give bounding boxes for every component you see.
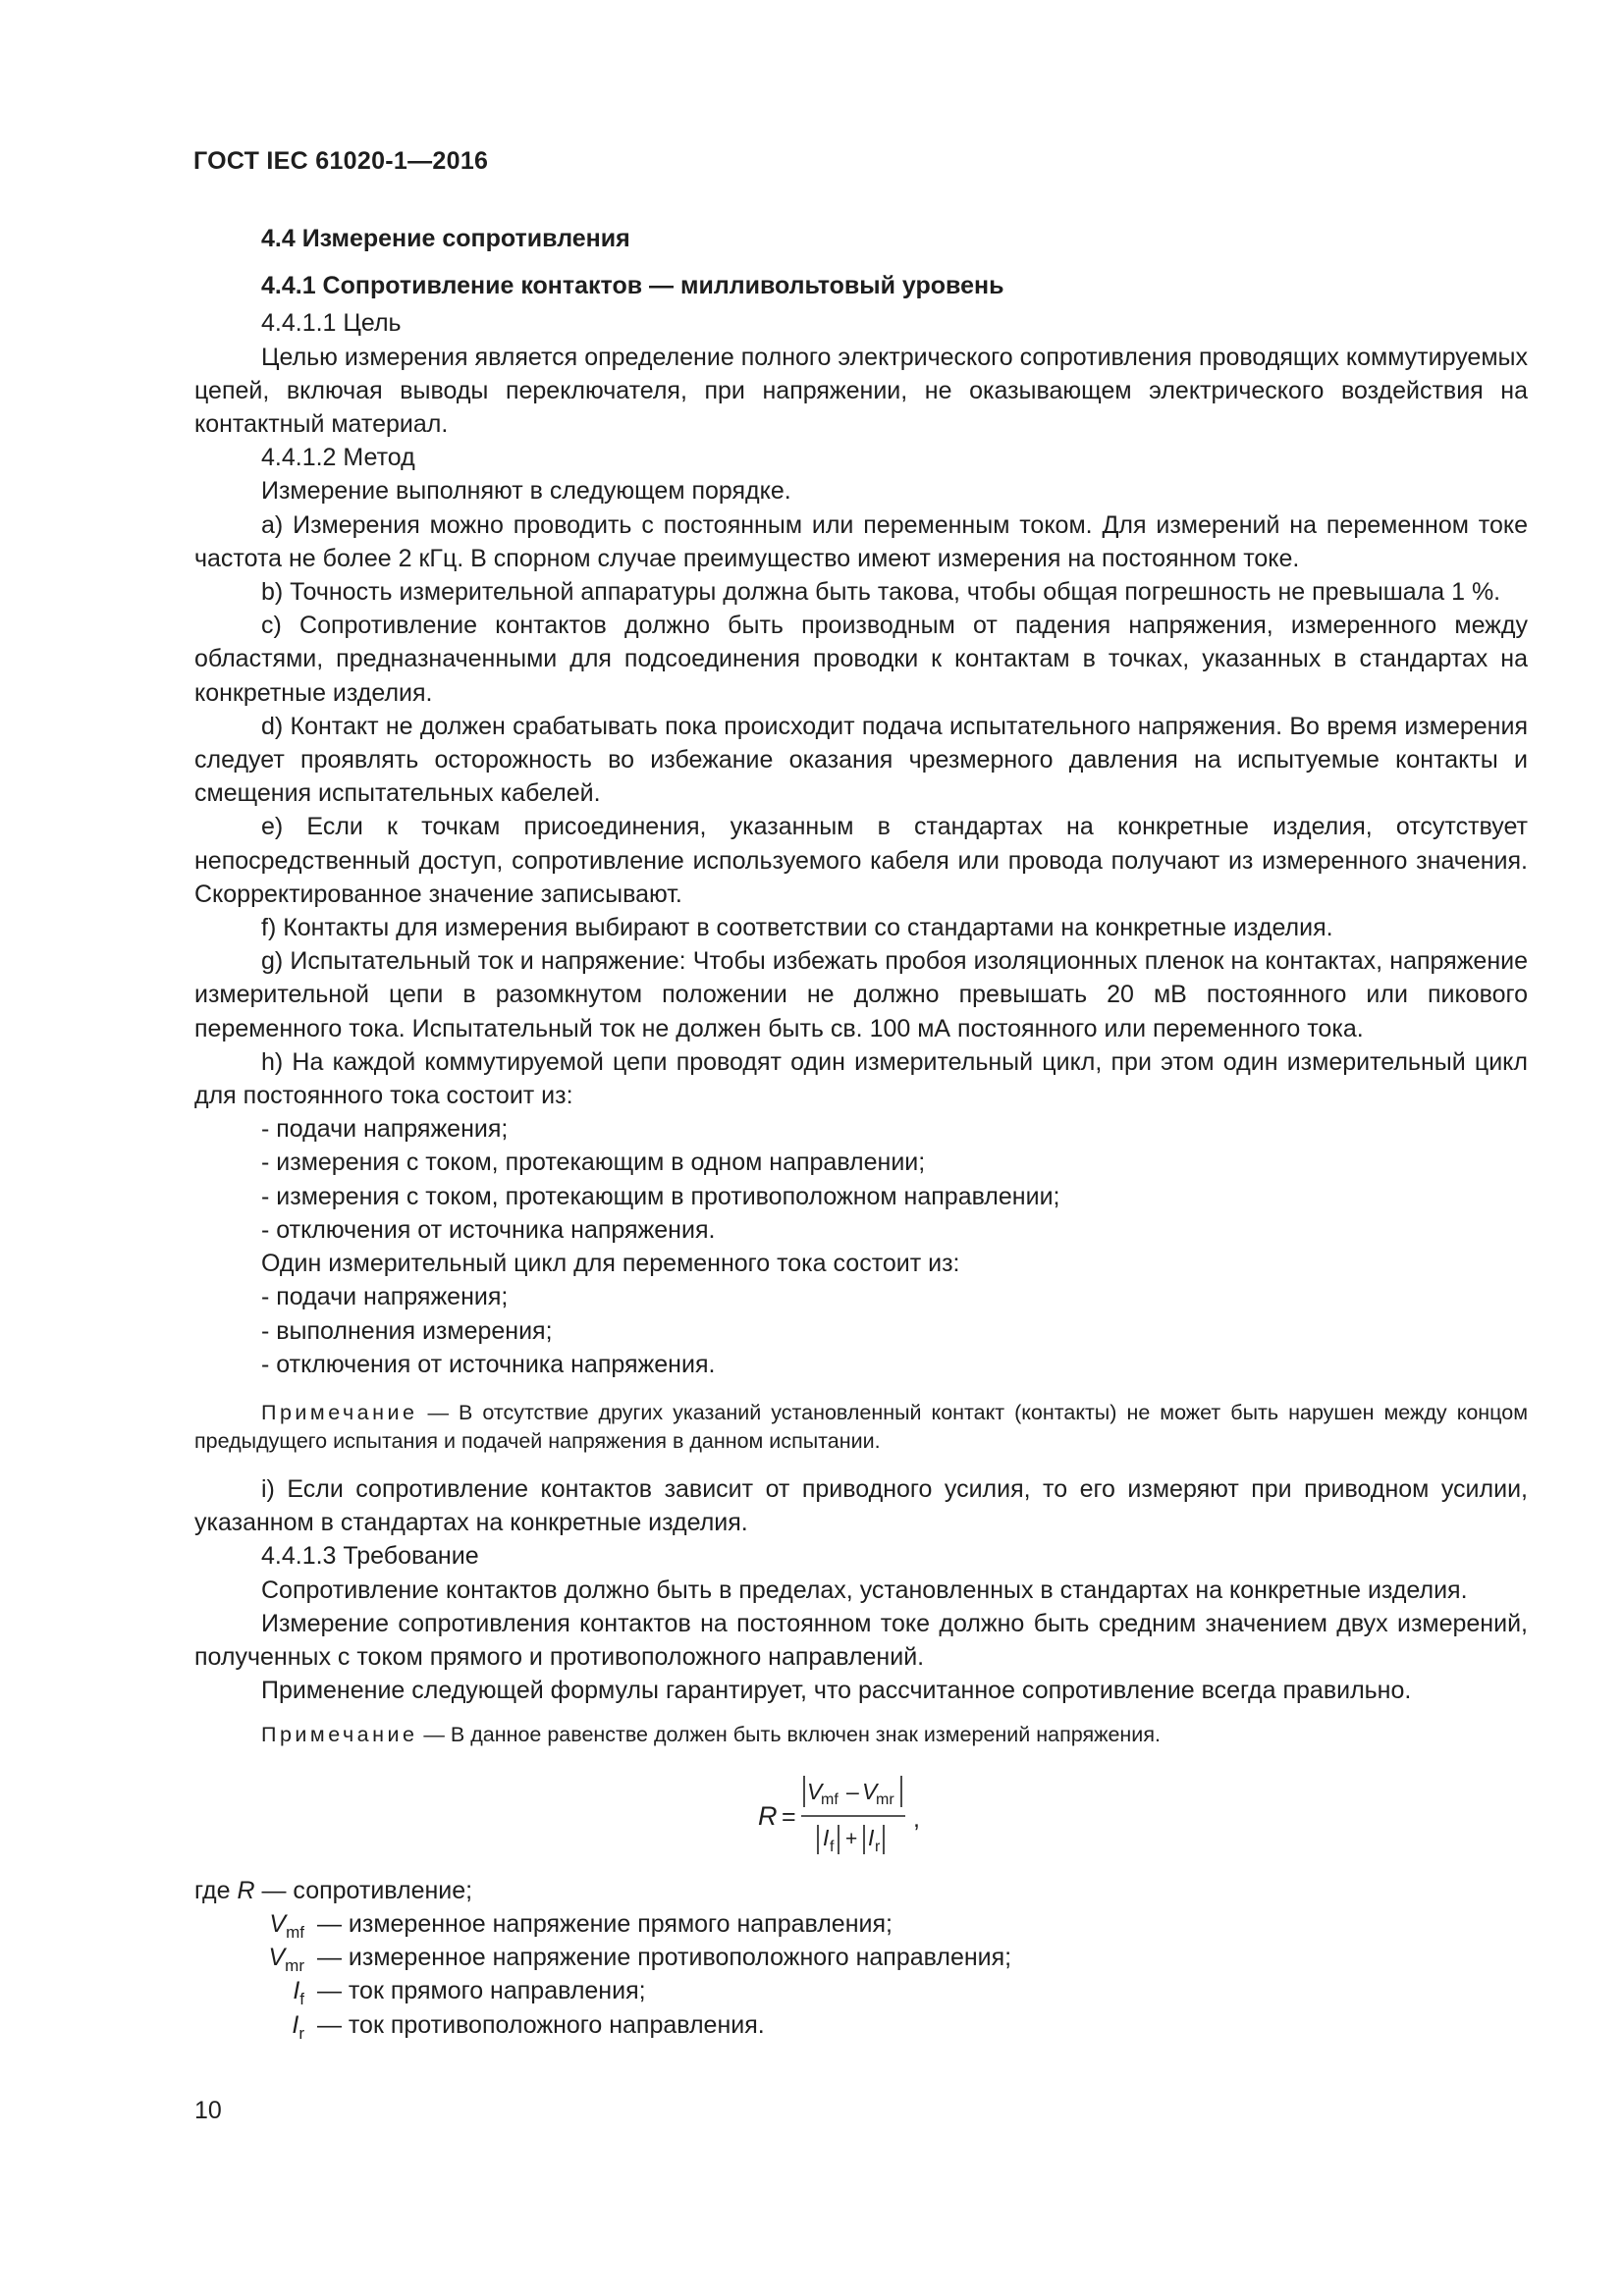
definition-row-r: [194, 1874, 1528, 1907]
section-title: 4.4 Измерение сопротивления: [261, 225, 630, 252]
method-item-f: f) Контакты для измерения выбирают в соответствии со стандартами на конкретные изделия.: [261, 914, 1333, 942]
denominator-plus: +: [845, 1827, 858, 1850]
note-1-label: Примечание: [261, 1400, 418, 1424]
numerator-minus: –: [846, 1778, 859, 1804]
denominator-i2: I: [868, 1824, 875, 1850]
ac-step: - подачи напряжения;: [261, 1283, 509, 1311]
definition-text: — измеренное напряжение противоположного направления;: [310, 1944, 1012, 1972]
definition-symbol: R: [237, 1876, 255, 1904]
formula-lhs: R: [758, 1800, 778, 1831]
method-item-e: e) Если к точкам присоединения, указанным в стандартах на конкретные изделия, отсутствует непосредственный доступ, сопротивление используемого кабеля или провода получают из измеренного значения. Скорректированное значение записывают.: [194, 813, 1528, 908]
formula-comma: ,: [913, 1804, 920, 1833]
numerator-v2-sub: mr: [876, 1790, 894, 1808]
method-item-g: g) Испытательный ток и напряжение: Чтобы избежать пробоя изоляционных пленок на контактах, напряжение измерительной цепи в разомкнутом положении не должно превышать 20 мВ постоянного или пикового переменного тока. Испытательный ток не должен быть св. 100 мА постоянного или переменного тока.: [194, 947, 1528, 1042]
definition-text: — сопротивление;: [254, 1876, 473, 1904]
requirement-paragraph-1: Сопротивление контактов должно быть в пределах, установленных в стандартах на конкретные изделия.: [261, 1575, 1468, 1604]
subsection-title: 4.4.1 Сопротивление контактов — милливольтовый уровень: [261, 272, 1004, 300]
dc-step: - измерения с током, протекающим в противоположном направлении;: [261, 1182, 1060, 1210]
definition-row: [194, 2008, 1528, 2042]
dc-step: - подачи напряжения;: [261, 1115, 509, 1144]
definition-symbol: $I_r$: [292, 2010, 304, 2043]
formula-graphic: [744, 1770, 1000, 1860]
definition-row: [194, 1941, 1528, 1974]
formula-equals: =: [782, 1802, 796, 1831]
denominator-i2-sub: r: [875, 1838, 881, 1855]
ac-step: - выполнения измерения;: [261, 1316, 553, 1345]
method-item-c: c) Сопротивление контактов должно быть производным от падения напряжения, измеренного между областями, предназначенными для подсоединения проводки к контактам в точках, указанных в стандартах на конкретные изделия.: [194, 612, 1528, 707]
document-code-header: ГОСТ IEC 61020-1—2016: [193, 147, 489, 175]
definition-symbol: $V_{mf}$: [269, 1910, 304, 1943]
note-1-text: — В отсутствие других указаний установленный контакт (контакты) не может быть нарушен между концом предыдущего испытания и подачей напряжения в данном испытании.: [194, 1400, 1528, 1454]
method-intro: Измерение выполняют в следующем порядке.: [261, 477, 791, 506]
purpose-heading: 4.4.1.1 Цель: [261, 309, 402, 338]
definition-text: — ток прямого направления;: [310, 1977, 646, 2005]
ac-intro: Один измерительный цикл для переменного тока состоит из:: [261, 1250, 960, 1278]
method-item-d: d) Контакт не должен срабатывать пока происходит подача испытательного напряжения. Во время измерения следует проявлять осторожность во избежание оказания чрезмерного давления на испытуемые контакты и смещения испытательных кабелей.: [194, 712, 1528, 808]
method-item-i: i) Если сопротивление контактов зависит от приводного усилия, то его измеряют при приводном усилии, указанном в стандартах на конкретные изделия.: [194, 1474, 1528, 1537]
requirement-paragraph-2: Измерение сопротивления контактов на постоянном токе должно быть средним значением двух измерений, полученных с током прямого и противоположного направлений.: [194, 1609, 1528, 1671]
requirement-heading: 4.4.1.3 Требование: [261, 1542, 479, 1571]
denominator-i1-sub: f: [830, 1838, 835, 1855]
numerator-v1: V: [807, 1778, 823, 1804]
page-number: 10: [194, 2097, 222, 2124]
purpose-paragraph: Целью измерения является определение полного электрического сопротивления проводящих коммутируемых цепей, включая выводы переключателя, при напряжении, не оказывающем электрического воздействия на контактный материал.: [194, 343, 1528, 439]
requirement-paragraph-3: Применение следующей формулы гарантирует, что рассчитанное сопротивление всегда правильно.: [261, 1677, 1412, 1705]
definition-row: [194, 1907, 1528, 1941]
symbol-definitions: [194, 1874, 1528, 2042]
definition-symbol: $V_{mr}$: [268, 1944, 304, 1976]
ac-step: - отключения от источника напряжения.: [261, 1350, 716, 1378]
method-item-a: а) Измерения можно проводить с постоянным или переменным током. Для измерений на переменном токе частота не более 2 кГц. В спорном случае преимущество имеют измерения на постоянном токе.: [194, 510, 1528, 572]
page-content: [194, 222, 1528, 2042]
numerator-v2: V: [862, 1778, 878, 1804]
definition-row: [194, 1974, 1528, 2007]
resistance-formula: [194, 1770, 1528, 1860]
note-2-text: — В данное равенстве должен быть включен знак измерений напряжения.: [417, 1723, 1161, 1747]
where-intro: где: [194, 1876, 231, 1904]
note-2-label: Примечание: [261, 1723, 418, 1747]
dc-step: - отключения от источника напряжения.: [261, 1215, 716, 1244]
method-heading: 4.4.1.2 Метод: [261, 444, 415, 472]
note-1: [194, 1399, 1528, 1457]
definition-text: — измеренное напряжение прямого направления;: [310, 1910, 893, 1939]
definition-text: — ток противоположного направления.: [310, 2010, 765, 2039]
dc-step: - измерения с током, протекающим в одном направлении;: [261, 1148, 926, 1177]
method-item-h: h) На каждой коммутируемой цепи проводят один измерительный цикл, при этом один измерительный цикл для постоянного тока состоит из:: [194, 1047, 1528, 1110]
definition-symbol: $I_f$: [293, 1977, 304, 2009]
numerator-v1-sub: mf: [821, 1790, 839, 1808]
denominator-i1: I: [823, 1824, 830, 1850]
note-2: [194, 1721, 1528, 1750]
method-item-b: b) Точность измерительной аппаратуры должна быть такова, чтобы общая погрешность не превышала 1 %.: [261, 578, 1501, 607]
